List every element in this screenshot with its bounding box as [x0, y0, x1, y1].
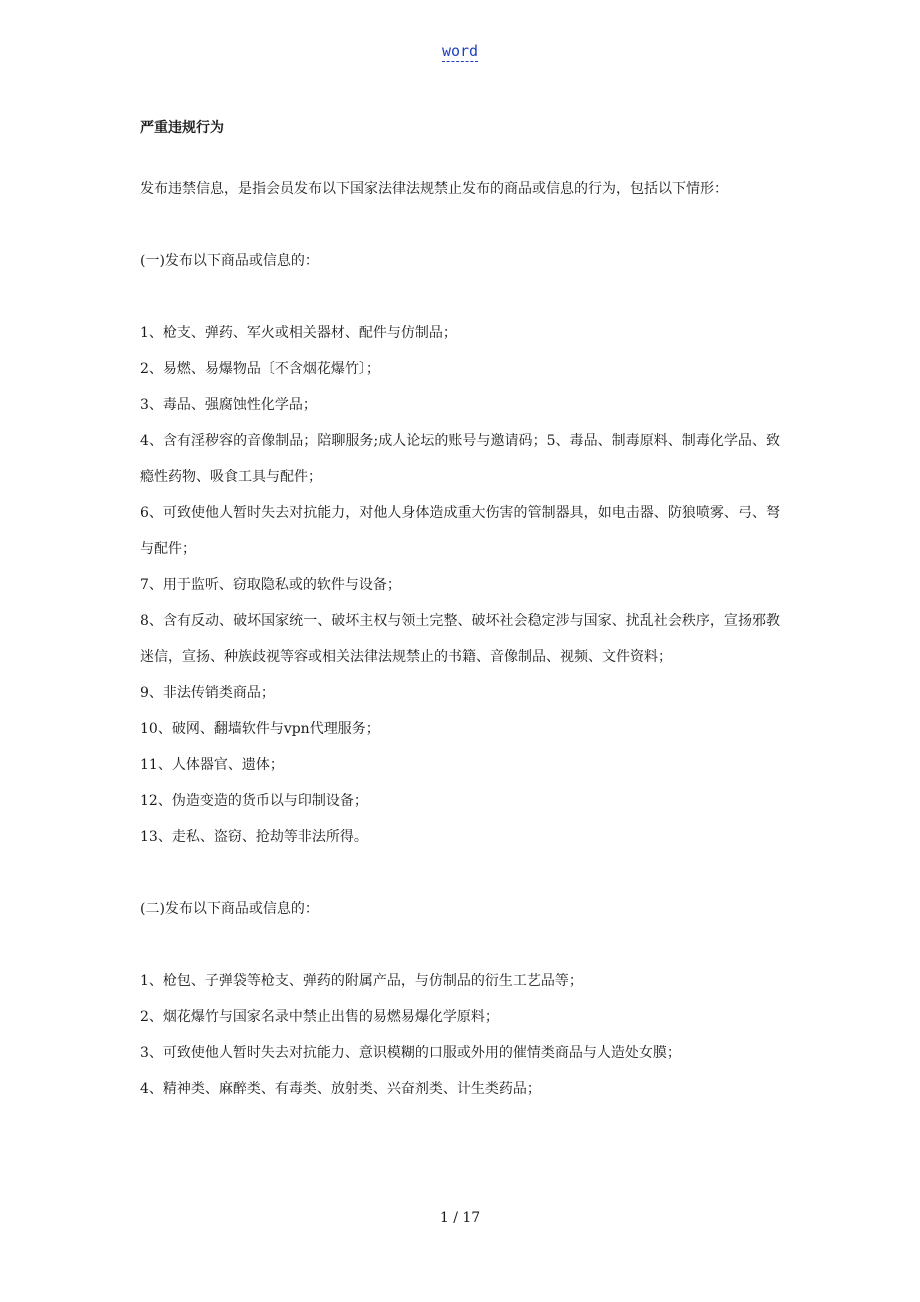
list-item: 10、破网、翻墙软件与vpn代理服务；: [140, 721, 380, 737]
list-item: 9、非法传销类商品；: [140, 685, 275, 701]
document-title: 严重违规行为: [140, 120, 224, 136]
list-item: 3、可致使他人暂时失去对抗能力、意识模糊的口服或外用的催情类商品与人造处女膜；: [140, 1045, 681, 1061]
list-item: 6、可致使他人暂时失去对抗能力，对他人身体造成重大伤害的管制器具，如电击器、防狼喷雾、弓、弩与配件；: [140, 505, 780, 557]
list-item: 11、人体器官、遗体；: [140, 757, 284, 773]
list-item: 2、烟花爆竹与国家名录中禁止出售的易燃易爆化学原料；: [140, 1009, 499, 1025]
page-separator: /: [453, 1210, 458, 1226]
list-item: 12、伪造变造的货币以与印制设备；: [140, 793, 368, 809]
list-item: 2、易燃、易爆物品〔不含烟花爆竹〕；: [140, 361, 380, 377]
document-body: [140, 117, 780, 1107]
spacer: [140, 927, 780, 963]
header: [0, 40, 920, 62]
list-item: 1、枪包、子弹袋等枪支、弹药的附属产品，与仿制品的衍生工艺品等；: [140, 973, 583, 989]
spacer: [140, 279, 780, 315]
list-item: 4、含有淫秽容的音像制品；陪聊服务;成人论坛的账号与邀请码；5、毒品、制毒原料、制毒化学品、致瘾性药物、吸食工具与配件；: [140, 433, 780, 485]
list-item: 3、毒品、强腐蚀性化学品；: [140, 397, 317, 413]
list-item: 13、走私、盗窃、抢劫等非法所得。: [140, 829, 368, 845]
list-item: 8、含有反动、破坏国家统一、破坏主权与领土完整、破坏社会稳定涉与国家、扰乱社会秩序，宣扬邪教迷信，宣扬、种族歧视等容或相关法律法规禁止的书籍、音像制品、视频、文件资料；: [140, 613, 780, 665]
page-total: 17: [462, 1210, 481, 1226]
section1-list: [140, 315, 780, 855]
intro-paragraph: 发布违禁信息，是指会员发布以下国家法律法规禁止发布的商品或信息的行为，包括以下情形：: [140, 181, 728, 197]
spacer: [140, 207, 780, 243]
section2-list: [140, 963, 780, 1107]
section1-heading: (一)发布以下商品或信息的：: [140, 253, 319, 269]
page-footer: [0, 1208, 920, 1228]
list-item: 1、枪支、弹药、军火或相关器材、配件与仿制品；: [140, 325, 457, 341]
list-item: 7、用于监听、窃取隐私或的软件与设备；: [140, 577, 401, 593]
list-item: 4、精神类、麻醉类、有毒类、放射类、兴奋剂类、计生类药品；: [140, 1081, 541, 1097]
page-current: 1: [439, 1210, 449, 1226]
header-word-link[interactable]: word: [441, 42, 479, 60]
section2-heading: (二)发布以下商品或信息的：: [140, 901, 319, 917]
spacer: [140, 855, 780, 891]
